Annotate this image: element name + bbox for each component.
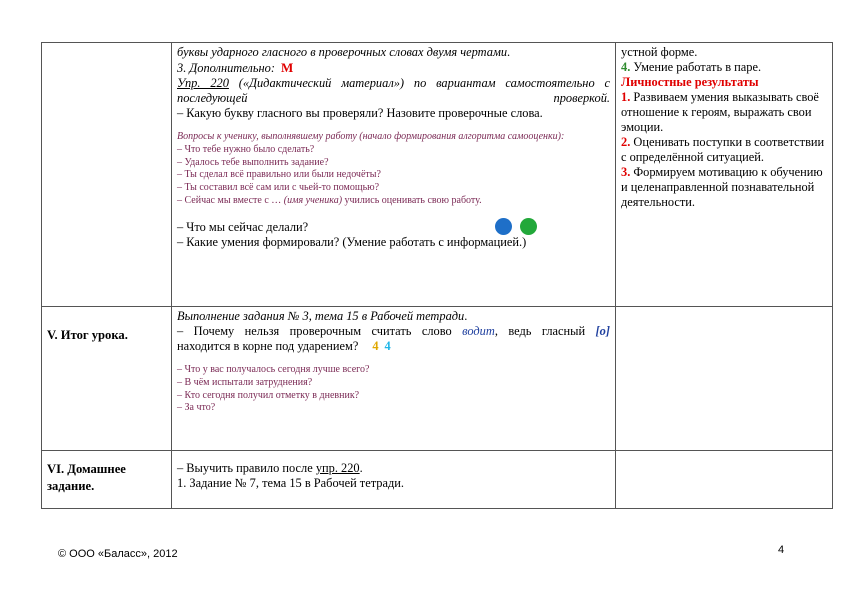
score-marker: 4 <box>372 339 379 353</box>
exercise-link[interactable]: упр. 220 <box>315 461 360 475</box>
lesson-plan-table <box>41 42 833 509</box>
self-assessment-intro: Вопросы к ученику, выполнявшему работу (начало формирования алгоритма самооценки): <box>177 131 565 142</box>
homework-line: 1. Задание № 7, тема 15 в Рабочей тетради. <box>177 476 405 490</box>
self-assessment-block <box>177 131 610 208</box>
teacher-question: – Какую букву гласного вы проверяли? Назовите проверочные слова. <box>177 106 543 120</box>
list-item: – Ты составил всё сам или с чьей-то помощью? <box>177 182 380 194</box>
list-item: – Что у вас получалось сегодня лучше всего? <box>177 364 370 375</box>
stage-title: VI. Домашнее задание. <box>47 462 126 493</box>
stage-cell <box>42 307 172 451</box>
task-title: Выполнение задания № 3, тема 15 в Рабочей тетради. <box>177 309 468 323</box>
list-item: – Ты сделал всё правильно или были недочёты? <box>177 169 381 181</box>
table-row <box>42 307 833 451</box>
blue-circle-icon <box>495 218 512 235</box>
item-3-heading: 3. Дополнительно: М <box>177 60 294 75</box>
list-item: – В чём испытали затруднения? <box>177 376 313 388</box>
reflection-block <box>177 364 610 415</box>
list-item: 2. Оценивать поступки в соответствии с определённой ситуацией. <box>621 135 825 164</box>
stage-cell <box>42 451 172 509</box>
results-cell <box>616 307 833 451</box>
activity-line: буквы ударного гласного в проверочных словах двумя чертами. <box>177 45 511 59</box>
activity-cell <box>172 43 616 307</box>
copyright-footer: © ООО «Баласс», 2012 <box>58 548 178 560</box>
list-item: – Удалось тебе выполнить задание? <box>177 156 329 168</box>
task-description: Упр. 220 («Дидактический материал») по вариантам самостоятельно с последующей проверкой. <box>177 76 610 105</box>
table-row <box>42 43 833 307</box>
list-item: – За что? <box>177 402 216 414</box>
results-cell <box>616 451 833 509</box>
m-marker: М <box>280 60 294 75</box>
stage-title: V. Итог урока. <box>47 328 128 342</box>
teacher-question: – Почему нельзя проверочным считать слово водит, ведь гласный [о] <box>177 324 610 338</box>
homework-line: – Выучить правило после упр. 220. <box>177 461 363 475</box>
activity-cell: Выполнение задания № 3, тема 15 в Рабочей тетради. – Почему нельзя проверочным считать слово водит, ведь гласный [о] находится в корне под ударением? 4 4 – Что у вас получалось сегодня лучше всего? – В чём испытали затруднения? – Кто сегодня получил отметку в дневник? – За что? <box>172 307 616 451</box>
list-item: 3. Формируем мотивацию к обучению и целенаправленной познавательной деятельности. <box>621 165 823 209</box>
list-item: 1. Развиваем умения выказывать своё отношение к героям, выражать свои эмоции. <box>621 90 819 134</box>
summary-question: – Какие умения формировали? (Умение работать с информацией.) <box>177 234 527 249</box>
table-row <box>42 451 833 509</box>
exercise-link[interactable]: Упр. 220 <box>177 76 229 90</box>
page-number: 4 <box>778 544 785 556</box>
list-item: – Кто сегодня получил отметку в дневник? <box>177 389 360 401</box>
summary-question: – Что мы сейчас делали? <box>177 220 610 235</box>
activity-cell <box>172 451 616 509</box>
stage-cell <box>42 43 172 307</box>
score-marker: 4 <box>384 339 391 353</box>
personal-results-heading: Личностные результаты <box>621 75 759 89</box>
green-circle-icon <box>520 218 537 235</box>
results-cell: устной форме. 4. Умение работать в паре. Личностные результаты 1. Развиваем умения выказывать своё отношение к героям, выражать свои эмоции. 2. Оценивать поступки в соответствии с определённой ситуацией. 3. Формируем мотивацию к обучению и целенаправленной познавательной деятельности. <box>616 43 833 307</box>
list-item: – Что тебе нужно было сделать? <box>177 143 315 155</box>
list-item: – Сейчас мы вместе с … (имя ученика) учились оценивать свою работу. <box>177 194 482 206</box>
